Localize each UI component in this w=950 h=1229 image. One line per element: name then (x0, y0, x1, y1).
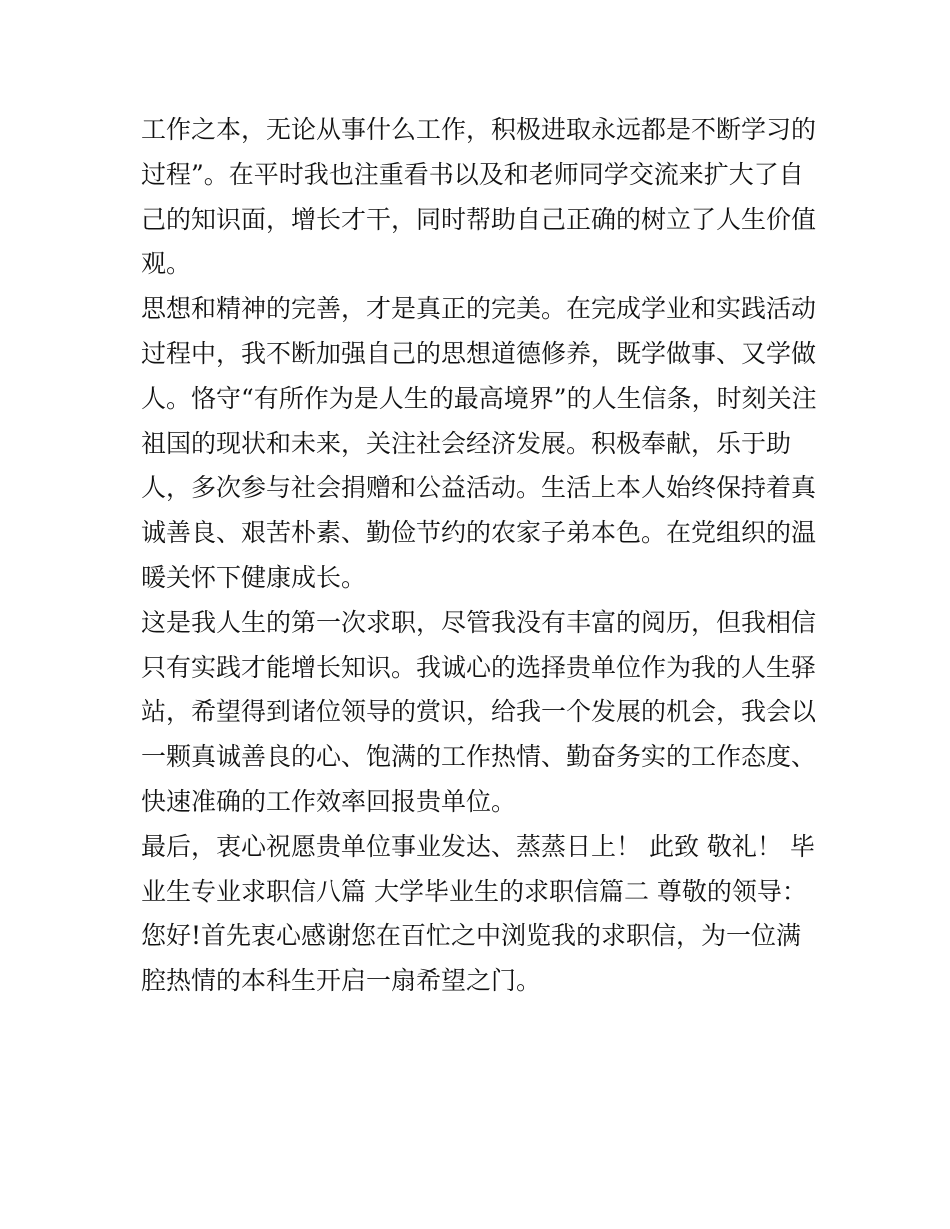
text-line: 思想和精神的完善，才是真正的完美。在完成学业和实践活动 (141, 294, 817, 324)
text-line: 人，多次参与社会捐赠和公益活动。生活上本人始终保持着真 (141, 473, 817, 503)
text-line: 您好!首先衷心感谢您在百忙之中浏览我的求职信，为一位满 (141, 921, 802, 951)
text-line: 诚善良、艰苦朴素、勤俭节约的农家子弟本色。在党组织的温 (141, 518, 817, 548)
text-line: 祖国的现状和未来，关注社会经济发展。积极奉献，乐于助 (141, 428, 792, 458)
text-line: 己的知识面，增长才干，同时帮助自己正确的树立了人生价值 (141, 204, 817, 234)
text-line: 站，希望得到诸位领导的赏识，给我一个发展的机会，我会以 (141, 697, 817, 727)
text-line: 最后，衷心祝愿贵单位事业发达、蒸蒸日上！ 此致 敬礼！ 毕 (141, 831, 815, 861)
text-line: 过程”。在平时我也注重看书以及和老师同学交流来扩大了自 (141, 159, 804, 189)
text-line: 工作之本，无论从事什么工作，积极进取永远都是不断学习的 (141, 115, 817, 144)
text-line: 这是我人生的第一次求职，尽管我没有丰富的阅历，但我相信 (141, 607, 817, 637)
text-line: 观。 (141, 249, 192, 279)
text-line: 一颗真诚善良的心、饱满的工作热情、勤奋务实的工作态度、 (141, 742, 817, 772)
letter-body (141, 108, 821, 1004)
text-line: 快速准确的工作效率回报贵单位。 (141, 786, 517, 816)
text-line: 业生专业求职信八篇 大学毕业生的求职信篇二 尊敬的领导： (141, 876, 807, 906)
text-line: 只有实践才能增长知识。我诚心的选择贵单位作为我的人生驿 (141, 652, 817, 682)
text-line: 人。恪守“有所作为是人生的最高境界”的人生信条，时刻关注 (141, 383, 817, 413)
text-line: 过程中，我不断加强自己的思想道德修养，既学做事、又学做 (141, 338, 817, 368)
text-line: 腔热情的本科生开启一扇希望之门。 (141, 966, 542, 996)
text-line: 暖关怀下健康成长。 (141, 562, 367, 592)
